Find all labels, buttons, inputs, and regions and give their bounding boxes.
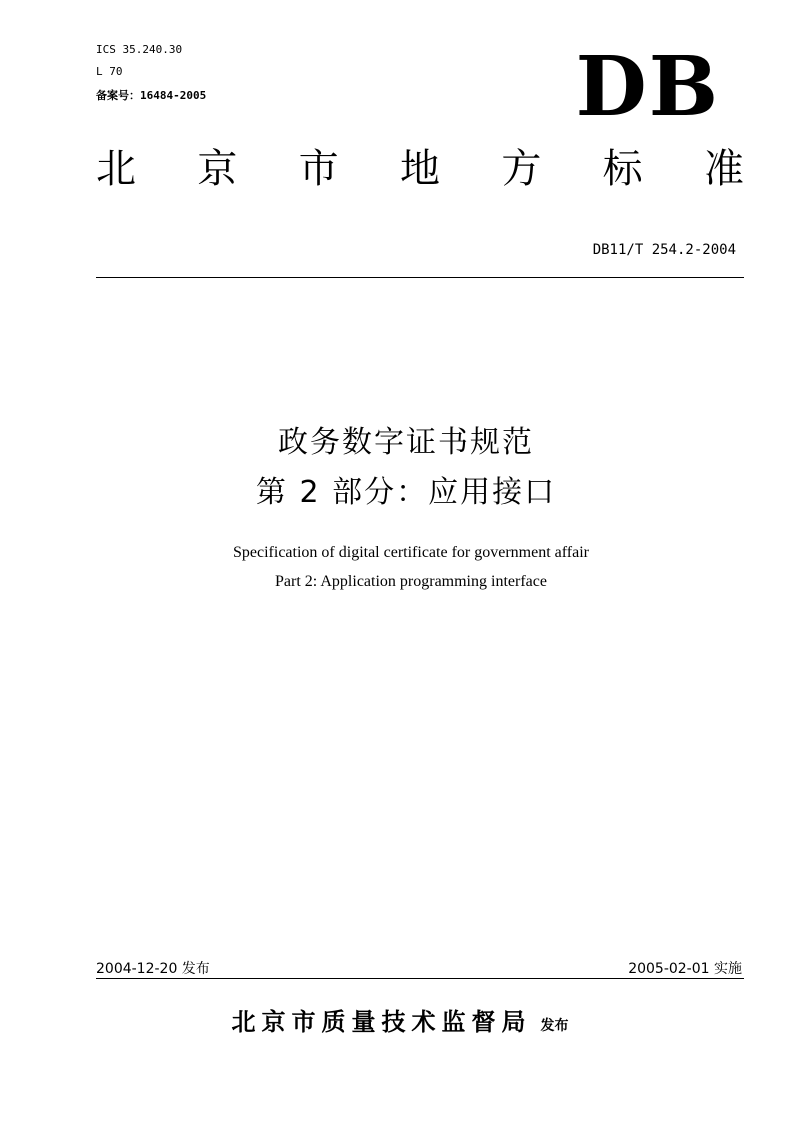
implementation-date: 2005-02-01 实施 [628, 961, 742, 977]
document-subtitle-zh: 第 2 部分：应用接口 [255, 475, 557, 510]
standard-type-title [96, 146, 744, 192]
title-char: 北 [96, 146, 136, 192]
publisher-name: 北京市质量技术监督局 [231, 1008, 532, 1036]
document-title-en: Specification of digital certificate for government affair [233, 544, 589, 561]
title-char: 京 [197, 146, 238, 192]
classification-code: L 70 [96, 65, 123, 78]
issue-date: 2004-12-20 发布 [96, 961, 210, 977]
publisher-suffix: 发布 [540, 1018, 569, 1034]
title-char: 准 [703, 146, 744, 192]
db-logo: DB [575, 39, 720, 135]
title-char: 地 [399, 146, 440, 192]
publisher [0, 1002, 800, 1037]
ics-code: ICS 35.240.30 [96, 43, 183, 56]
document-subtitle-en: Part 2: Application programming interface [275, 573, 547, 590]
title-char: 方 [501, 146, 542, 192]
document-title-zh: 政务数字证书规范 [278, 425, 534, 460]
header-divider [96, 277, 744, 278]
title-char: 标 [602, 146, 643, 192]
record-number: 备案号：16484-2005 [96, 89, 207, 102]
footer-divider [96, 978, 744, 979]
standard-number: DB11/T 254.2-2004 [592, 242, 736, 258]
title-char: 市 [298, 146, 339, 192]
